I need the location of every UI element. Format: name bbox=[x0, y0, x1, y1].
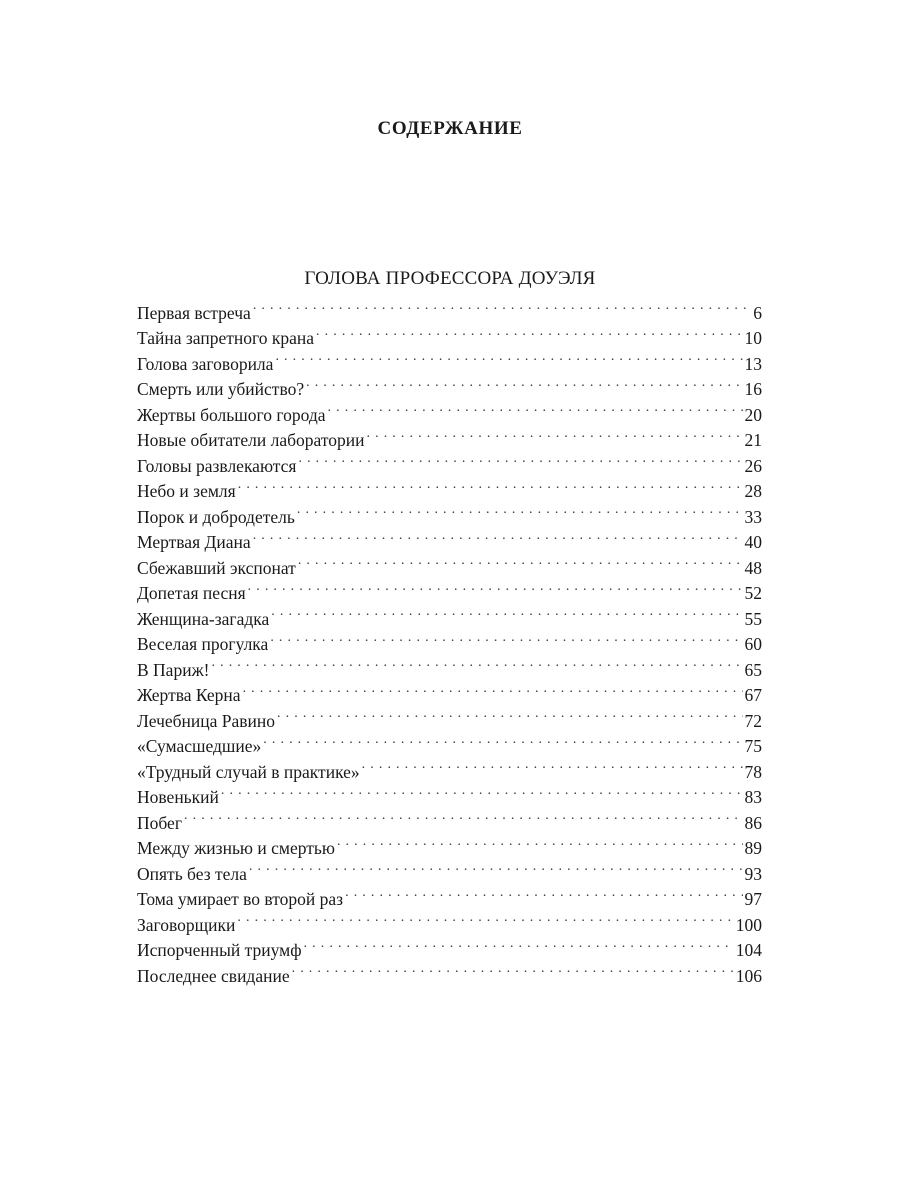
toc-entry-title: Жертва Керна bbox=[137, 685, 241, 705]
toc-entry-title: Новые обитатели лаборатории bbox=[137, 430, 365, 450]
toc-entry-page-number: 104 bbox=[735, 940, 762, 960]
toc-entry-page-number: 78 bbox=[744, 761, 762, 782]
toc-entry bbox=[137, 803, 762, 833]
dot-leader bbox=[298, 446, 742, 472]
toc-entry-page-number: 93 bbox=[744, 863, 762, 884]
toc-entry-title: Веселая прогулка bbox=[137, 634, 269, 654]
toc-entry-title: Тайна запретного крана bbox=[137, 328, 315, 348]
dot-leader bbox=[253, 293, 751, 319]
toc-entry-page-number: 89 bbox=[744, 838, 762, 858]
toc-entry-title: Последнее свидание bbox=[137, 965, 290, 986]
toc-entry-page-number: 26 bbox=[744, 455, 762, 476]
dot-leader bbox=[271, 599, 742, 625]
dot-leader bbox=[367, 421, 743, 447]
toc-entry bbox=[137, 650, 762, 680]
dot-leader bbox=[270, 625, 742, 651]
toc-entry-page-number: 13 bbox=[744, 353, 762, 374]
toc-entry-title: Допетая песня bbox=[137, 583, 246, 603]
toc-entry-page-number: 72 bbox=[744, 710, 762, 731]
toc-entry bbox=[137, 829, 762, 858]
dot-leader bbox=[297, 497, 743, 523]
toc-entry-page-number: 6 bbox=[753, 302, 762, 323]
toc-entry-title: Между жизнью и смертью bbox=[137, 838, 335, 858]
toc-entry-title: Смерть или убийство? bbox=[137, 379, 305, 399]
toc-entry-title: Заговорщики bbox=[137, 914, 236, 935]
dot-leader bbox=[249, 854, 743, 880]
toc-entry-title: Новенький bbox=[137, 787, 219, 807]
toc-entry-page-number: 100 bbox=[735, 914, 762, 935]
toc-entry-page-number: 28 bbox=[744, 481, 762, 501]
toc-entry-title: Тома умирает во второй раз bbox=[137, 889, 344, 909]
toc-entry-title: Мертвая Диана bbox=[137, 532, 251, 552]
dot-leader bbox=[184, 803, 742, 829]
dot-leader bbox=[337, 829, 743, 855]
toc-entry-page-number: 65 bbox=[744, 659, 762, 680]
toc-entry-title: Небо и земля bbox=[137, 481, 236, 501]
toc-entry-page-number: 52 bbox=[744, 583, 762, 603]
dot-leader bbox=[277, 701, 742, 727]
toc-entry-page-number: 21 bbox=[744, 430, 762, 450]
toc-entry-title: В Париж! bbox=[137, 659, 210, 680]
dot-leader bbox=[345, 880, 742, 906]
toc-entry-page-number: 48 bbox=[744, 557, 762, 578]
page-heading: СОДЕРЖАНИЕ bbox=[377, 118, 523, 139]
toc-entry-page-number: 40 bbox=[744, 532, 762, 552]
toc-entry bbox=[137, 293, 762, 323]
toc-entry-page-number: 97 bbox=[744, 889, 762, 909]
toc-entry-page-number: 75 bbox=[744, 736, 762, 756]
toc-entry-page-number: 20 bbox=[744, 404, 762, 425]
toc-entry-page-number: 106 bbox=[735, 965, 762, 986]
toc-entry-title: Побег bbox=[137, 812, 183, 833]
dot-leader bbox=[237, 905, 733, 931]
dot-leader bbox=[248, 574, 743, 600]
dot-leader bbox=[221, 778, 743, 804]
toc-entry-page-number: 16 bbox=[744, 379, 762, 399]
toc-entry-page-number: 83 bbox=[744, 787, 762, 807]
dot-leader bbox=[328, 395, 743, 421]
toc-entry-title: «Трудный случай в практике» bbox=[137, 761, 360, 782]
toc-entry-page-number: 33 bbox=[744, 506, 762, 527]
dot-leader bbox=[362, 752, 743, 778]
toc-entry-title: Голова заговорила bbox=[137, 353, 274, 374]
toc-entry-title: Лечебница Равино bbox=[137, 710, 276, 731]
dot-leader bbox=[275, 344, 742, 370]
toc-entry-page-number: 86 bbox=[744, 812, 762, 833]
toc-entry-page-number: 10 bbox=[744, 328, 762, 348]
toc-entry-title: Испорченный триумф bbox=[137, 940, 302, 960]
table-of-contents bbox=[137, 293, 762, 986]
toc-entry-page-number: 67 bbox=[744, 685, 762, 705]
toc-entry bbox=[137, 676, 762, 705]
dot-leader bbox=[253, 523, 743, 549]
dot-leader bbox=[263, 727, 742, 753]
dot-leader bbox=[212, 650, 743, 676]
dot-leader bbox=[298, 548, 743, 574]
toc-entry-title: Порок и добродетель bbox=[137, 506, 295, 527]
toc-entry-title: Первая встреча bbox=[137, 302, 251, 323]
toc-entry bbox=[137, 778, 762, 807]
toc-entry-title: Головы развлекаются bbox=[137, 455, 297, 476]
toc-entry-title: Жертвы большого города bbox=[137, 404, 326, 425]
dot-leader bbox=[304, 931, 734, 957]
toc-entry-title: «Сумасшедшие» bbox=[137, 736, 262, 756]
toc-entry-page-number: 55 bbox=[744, 608, 762, 629]
toc-entry-title: Женщина-загадка bbox=[137, 608, 270, 629]
section-title: ГОЛОВА ПРОФЕССОРА ДОУЭЛЯ bbox=[304, 268, 596, 289]
dot-leader bbox=[292, 956, 734, 982]
toc-entry-title: Опять без тела bbox=[137, 863, 247, 884]
dot-leader bbox=[243, 676, 743, 702]
dot-leader bbox=[306, 370, 742, 396]
toc-entry-page-number: 60 bbox=[744, 634, 762, 654]
dot-leader bbox=[316, 319, 742, 345]
toc-entry-title: Сбежавший экспонат bbox=[137, 557, 296, 578]
dot-leader bbox=[238, 472, 743, 498]
